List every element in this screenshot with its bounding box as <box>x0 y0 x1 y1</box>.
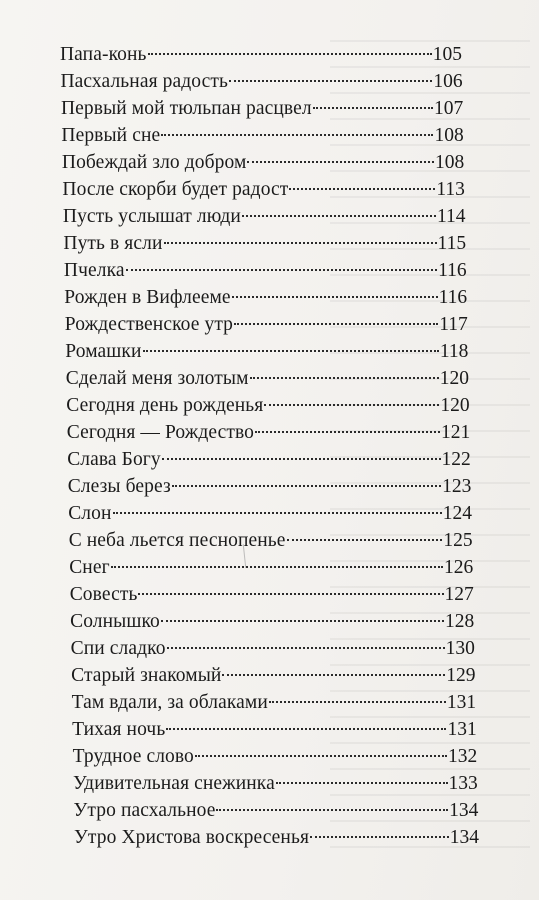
toc-entry-page: 124 <box>442 503 472 524</box>
toc-entry-page: 131 <box>447 719 477 740</box>
toc-entry-title: Слон <box>68 503 112 524</box>
toc-entry <box>62 198 466 227</box>
toc-entry <box>63 225 467 254</box>
toc-entry-page: 107 <box>433 98 464 119</box>
toc-entry-leader <box>167 630 445 654</box>
toc-entry-leader <box>111 549 443 573</box>
toc-entry-leader <box>195 738 447 762</box>
toc-entry-page: 123 <box>442 476 472 497</box>
toc-entry <box>62 171 465 200</box>
toc-entry <box>65 333 469 362</box>
toc-entry <box>66 387 470 416</box>
toc-entry <box>72 738 478 767</box>
toc-entry-page: 125 <box>443 530 473 551</box>
toc-entry <box>66 414 471 443</box>
toc-entry-title: Первый сне <box>61 125 161 146</box>
toc-entry-leader <box>161 603 444 627</box>
toc-entry-page: 126 <box>443 557 474 578</box>
toc-entry-title: Папа-конь <box>60 44 147 65</box>
toc-entry <box>60 36 462 65</box>
toc-entry-title: Старый знакомый <box>71 665 222 686</box>
toc-entry-title: Рождественское утр <box>64 314 234 335</box>
toc-entry-leader <box>148 36 432 60</box>
toc-entry-page: 128 <box>445 611 475 632</box>
toc-entry-leader <box>232 279 438 303</box>
toc-entry-title: Совесть <box>69 584 138 605</box>
toc-entry-leader <box>269 684 446 708</box>
toc-entry-leader <box>126 252 438 276</box>
toc-entry <box>67 468 472 497</box>
toc-entry <box>67 441 471 470</box>
toc-entry-leader <box>113 495 442 519</box>
toc-entry-title: Побеждай зло добром <box>61 152 247 173</box>
toc-entry-page: 108 <box>435 152 465 173</box>
toc-entry-page: 116 <box>438 260 467 281</box>
toc-entry-leader <box>310 819 449 843</box>
toc-entry-title: Тихая ночь <box>72 719 166 740</box>
toc-entry-title: Сделай меня золотым <box>65 368 249 389</box>
toc-entry-leader <box>162 441 441 465</box>
toc-entry-leader <box>143 333 439 357</box>
toc-entry-page: 134 <box>449 800 479 821</box>
toc-entry-title: Первый мой тюльпан расцвел <box>61 98 312 119</box>
toc-entry-title: Пчелка <box>63 260 125 281</box>
toc-entry-leader <box>289 171 435 195</box>
toc-entry-leader <box>164 225 437 249</box>
toc-entry-title: Пасхальная радость <box>60 71 228 92</box>
toc-entry-page: 134 <box>449 827 479 848</box>
toc-entry-page: 105 <box>432 44 462 65</box>
toc-entry <box>70 603 475 632</box>
toc-entry-page: 108 <box>434 125 464 146</box>
toc-entry-page: 130 <box>445 638 475 659</box>
toc-entry <box>68 495 472 524</box>
toc-entry <box>61 117 464 146</box>
toc-entry-title: Солнышко <box>70 611 160 632</box>
toc-entry-title: Удивительная снежинка <box>73 773 275 794</box>
toc-entry-page: 115 <box>437 233 467 254</box>
toc-entry-leader <box>229 63 432 87</box>
toc-entry-leader <box>138 576 443 600</box>
toc-entry <box>65 360 469 389</box>
toc-entry-leader <box>222 657 445 681</box>
toc-entry-title: Там вдали, за облаками <box>71 692 268 713</box>
toc-entry-title: С неба льется песнопенье <box>68 530 286 551</box>
toc-entry-page: 131 <box>446 692 477 713</box>
toc-entry <box>61 90 464 119</box>
toc-entry-title: Пусть услышат люди <box>62 206 241 227</box>
toc-entry-page: 106 <box>433 71 463 92</box>
toc-entry <box>71 657 476 686</box>
toc-entry-title: Утро Христова воскресенья <box>74 827 310 848</box>
toc-entry-page: 116 <box>438 287 468 308</box>
toc-entry-title: Спи сладко <box>70 638 166 659</box>
toc-entry <box>73 765 478 794</box>
toc-entry-title: Слезы берез <box>67 476 171 497</box>
toc-entry-page: 113 <box>436 179 465 200</box>
toc-entry-page: 121 <box>440 422 471 443</box>
toc-entry <box>69 549 474 578</box>
toc-entry <box>70 630 475 659</box>
toc-entry-leader <box>264 387 439 411</box>
toc-entry-title: После скорби будет радост <box>62 179 289 200</box>
toc-entry-leader <box>255 414 440 438</box>
toc-entry-leader <box>247 144 434 168</box>
toc-entry-title: Слава Богу <box>67 449 161 470</box>
toc-entry-page: 114 <box>436 206 466 227</box>
toc-entry-leader <box>216 792 448 816</box>
toc-entry-page: 132 <box>448 746 478 767</box>
toc-entry-leader <box>250 360 439 384</box>
toc-entry-page: 118 <box>439 341 469 362</box>
toc-entry-title: Снег <box>69 557 110 578</box>
toc-entry-leader <box>313 90 433 114</box>
toc-entry <box>68 522 473 551</box>
toc-entry-title: Трудное слово <box>72 746 194 767</box>
toc-entry-page: 127 <box>444 584 474 605</box>
toc-entry-title: Ромашки <box>65 341 142 362</box>
toc-entry-title: Рожден в Вифлееме <box>64 287 231 308</box>
toc-entry-page: 117 <box>439 314 468 335</box>
toc-entry-title: Сегодня день рожденья <box>66 395 264 416</box>
toc-entry <box>64 279 468 308</box>
toc-entry-leader <box>242 198 436 222</box>
toc-entry <box>60 63 463 92</box>
toc-entry <box>71 684 477 713</box>
toc-entry-leader <box>276 765 448 789</box>
toc-entry <box>69 576 474 605</box>
toc-entry-leader <box>234 306 438 330</box>
toc-entry <box>63 252 467 281</box>
toc-entry-title: Утро пасхальное <box>73 800 216 821</box>
toc-entry <box>61 144 465 173</box>
toc-entry <box>64 306 468 335</box>
toc-entry-leader <box>161 117 433 141</box>
toc-entry-leader <box>287 522 443 546</box>
toc-entry <box>74 819 479 848</box>
toc-entry-page: 120 <box>440 395 470 416</box>
toc-entry-title: Сегодня — Рождество <box>66 422 255 443</box>
toc-entry-leader <box>166 711 446 735</box>
toc-entry-page: 120 <box>439 368 469 389</box>
toc-entry-page: 129 <box>446 665 476 686</box>
toc-entry <box>73 792 479 821</box>
toc-entry <box>72 711 477 740</box>
toc-entry-leader <box>172 468 441 492</box>
toc-entry-page: 133 <box>448 773 478 794</box>
toc-entry-page: 122 <box>441 449 471 470</box>
toc-entry-title: Путь в ясли <box>63 233 163 254</box>
